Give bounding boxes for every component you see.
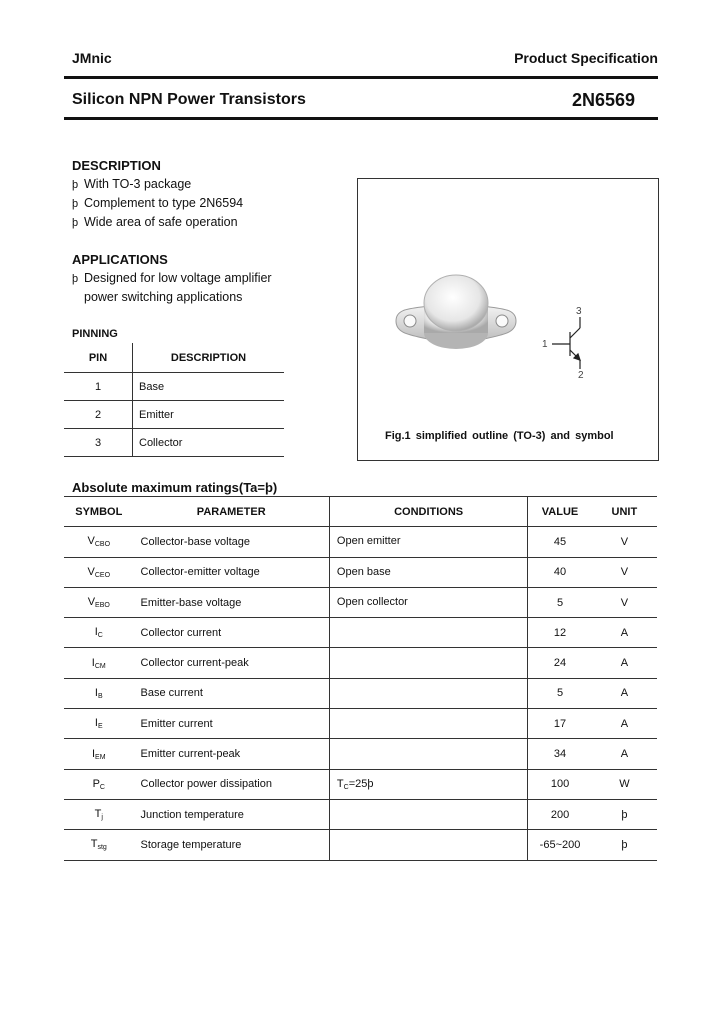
conditions-cell: Open base (329, 557, 527, 587)
value-cell: 40 (528, 557, 592, 587)
table-row (64, 587, 657, 617)
symbol-cell: $I_{EM}$ (64, 739, 134, 769)
value-cell: 5 (528, 587, 592, 617)
parameter-cell: Emitter current-peak (134, 739, 330, 769)
symbol-cell: $I_B$ (64, 678, 134, 708)
conditions-cell (329, 678, 527, 708)
parameter-cell: Collector current-peak (134, 648, 330, 678)
unit-cell: V (592, 557, 657, 587)
figure-caption: Fig.1 simplified outline (TO-3) and symbol (385, 430, 614, 442)
table-row (64, 799, 657, 829)
table-row (64, 678, 657, 708)
parameter-cell: Collector current (134, 618, 330, 648)
title-rule (64, 117, 658, 120)
unit-cell: A (592, 618, 657, 648)
unit-cell: V (592, 587, 657, 617)
table-row (64, 769, 657, 799)
description-item: þ With TO-3 package (72, 177, 192, 191)
parameter-cell: Collector-emitter voltage (134, 557, 330, 587)
symbol-cell: $V_{EBO}$ (64, 587, 134, 617)
to3-outline-and-symbol (358, 179, 658, 460)
parameter-cell: Base current (134, 678, 330, 708)
symbol-cell: $I_E$ (64, 709, 134, 739)
conditions-cell (329, 739, 527, 769)
symbol-cell: $P_C$ (64, 769, 134, 799)
bullet-mark: þ (72, 273, 79, 285)
pinning-heading: PINNING (72, 328, 118, 340)
parameter-cell: Emitter-base voltage (134, 587, 330, 617)
svg-text:3: 3 (576, 306, 582, 317)
parameter-cell: Emitter current (134, 709, 330, 739)
table-row (64, 527, 657, 557)
value-cell: 200 (528, 799, 592, 829)
value-cell: 5 (528, 678, 592, 708)
table-row (64, 557, 657, 587)
conditions-cell (329, 799, 527, 829)
parameter-cell: Collector-base voltage (134, 527, 330, 557)
bullet-mark: þ (72, 198, 79, 210)
table-row: 3 Collector (64, 429, 284, 457)
header-rule (64, 76, 658, 79)
table-row (64, 709, 657, 739)
value-cell: 12 (528, 618, 592, 648)
part-number: 2N6569 (572, 90, 636, 110)
unit-cell: þ (592, 799, 657, 829)
conditions-cell (329, 830, 527, 860)
product-title: Silicon NPN Power Transistors (72, 91, 306, 108)
table-row: 1 Base (64, 373, 284, 401)
value-cell: 24 (528, 648, 592, 678)
svg-text:2: 2 (578, 370, 584, 381)
value-cell: 34 (528, 739, 592, 769)
description-item: þ Complement to type 2N6594 (72, 196, 244, 210)
parameter-cell: Collector power dissipation (134, 769, 330, 799)
conditions-cell: Open collector (329, 587, 527, 617)
applications-item: þ Designed for low voltage amplifier (72, 271, 272, 285)
doc-type: Product Specification (514, 50, 658, 66)
unit-cell: A (592, 739, 657, 769)
symbol-cell: $T_j$ (64, 799, 134, 829)
conditions-cell: $T_C=25þ$ (329, 769, 527, 799)
conditions-cell (329, 618, 527, 648)
value-cell: 17 (528, 709, 592, 739)
bullet-mark: þ (72, 179, 79, 191)
table-header-row: PIN DESCRIPTION (64, 343, 284, 373)
table-row (64, 618, 657, 648)
pinning-table (64, 343, 284, 457)
description-heading: DESCRIPTION (72, 158, 161, 173)
ratings-heading: Absolute maximum ratings(Ta=þ) (72, 480, 278, 495)
parameter-cell: Storage temperature (134, 830, 330, 860)
symbol-cell: $V_{CBO}$ (64, 527, 134, 557)
unit-cell: A (592, 709, 657, 739)
table-row (64, 830, 657, 860)
conditions-cell (329, 709, 527, 739)
unit-cell: A (592, 678, 657, 708)
parameter-cell: Junction temperature (134, 799, 330, 829)
table-header-row: SYMBOL PARAMETER CONDITIONS VALUE UNIT (64, 497, 657, 527)
description-item: þ Wide area of safe operation (72, 215, 238, 229)
table-row (64, 648, 657, 678)
table-row: 2 Emitter (64, 401, 284, 429)
symbol-cell: $I_{CM}$ (64, 648, 134, 678)
ratings-table (64, 496, 657, 861)
value-cell: 45 (528, 527, 592, 557)
npn-symbol-icon (542, 306, 584, 381)
svg-text:1: 1 (542, 339, 548, 350)
applications-item-cont: power switching applications (84, 290, 243, 304)
unit-cell: A (592, 648, 657, 678)
value-cell: 100 (528, 769, 592, 799)
unit-cell: W (592, 769, 657, 799)
conditions-cell (329, 648, 527, 678)
value-cell: -65~200 (528, 830, 592, 860)
conditions-cell: Open emitter (329, 527, 527, 557)
symbol-cell: $V_{CEO}$ (64, 557, 134, 587)
company-name: JMnic (72, 50, 112, 66)
to3-package-icon (396, 275, 516, 349)
unit-cell: V (592, 527, 657, 557)
table-row (64, 739, 657, 769)
symbol-cell: $T_{stg}$ (64, 830, 134, 860)
applications-heading: APPLICATIONS (72, 252, 168, 267)
bullet-mark: þ (72, 217, 79, 229)
figure-box (357, 178, 659, 461)
unit-cell: þ (592, 830, 657, 860)
symbol-cell: $I_C$ (64, 618, 134, 648)
